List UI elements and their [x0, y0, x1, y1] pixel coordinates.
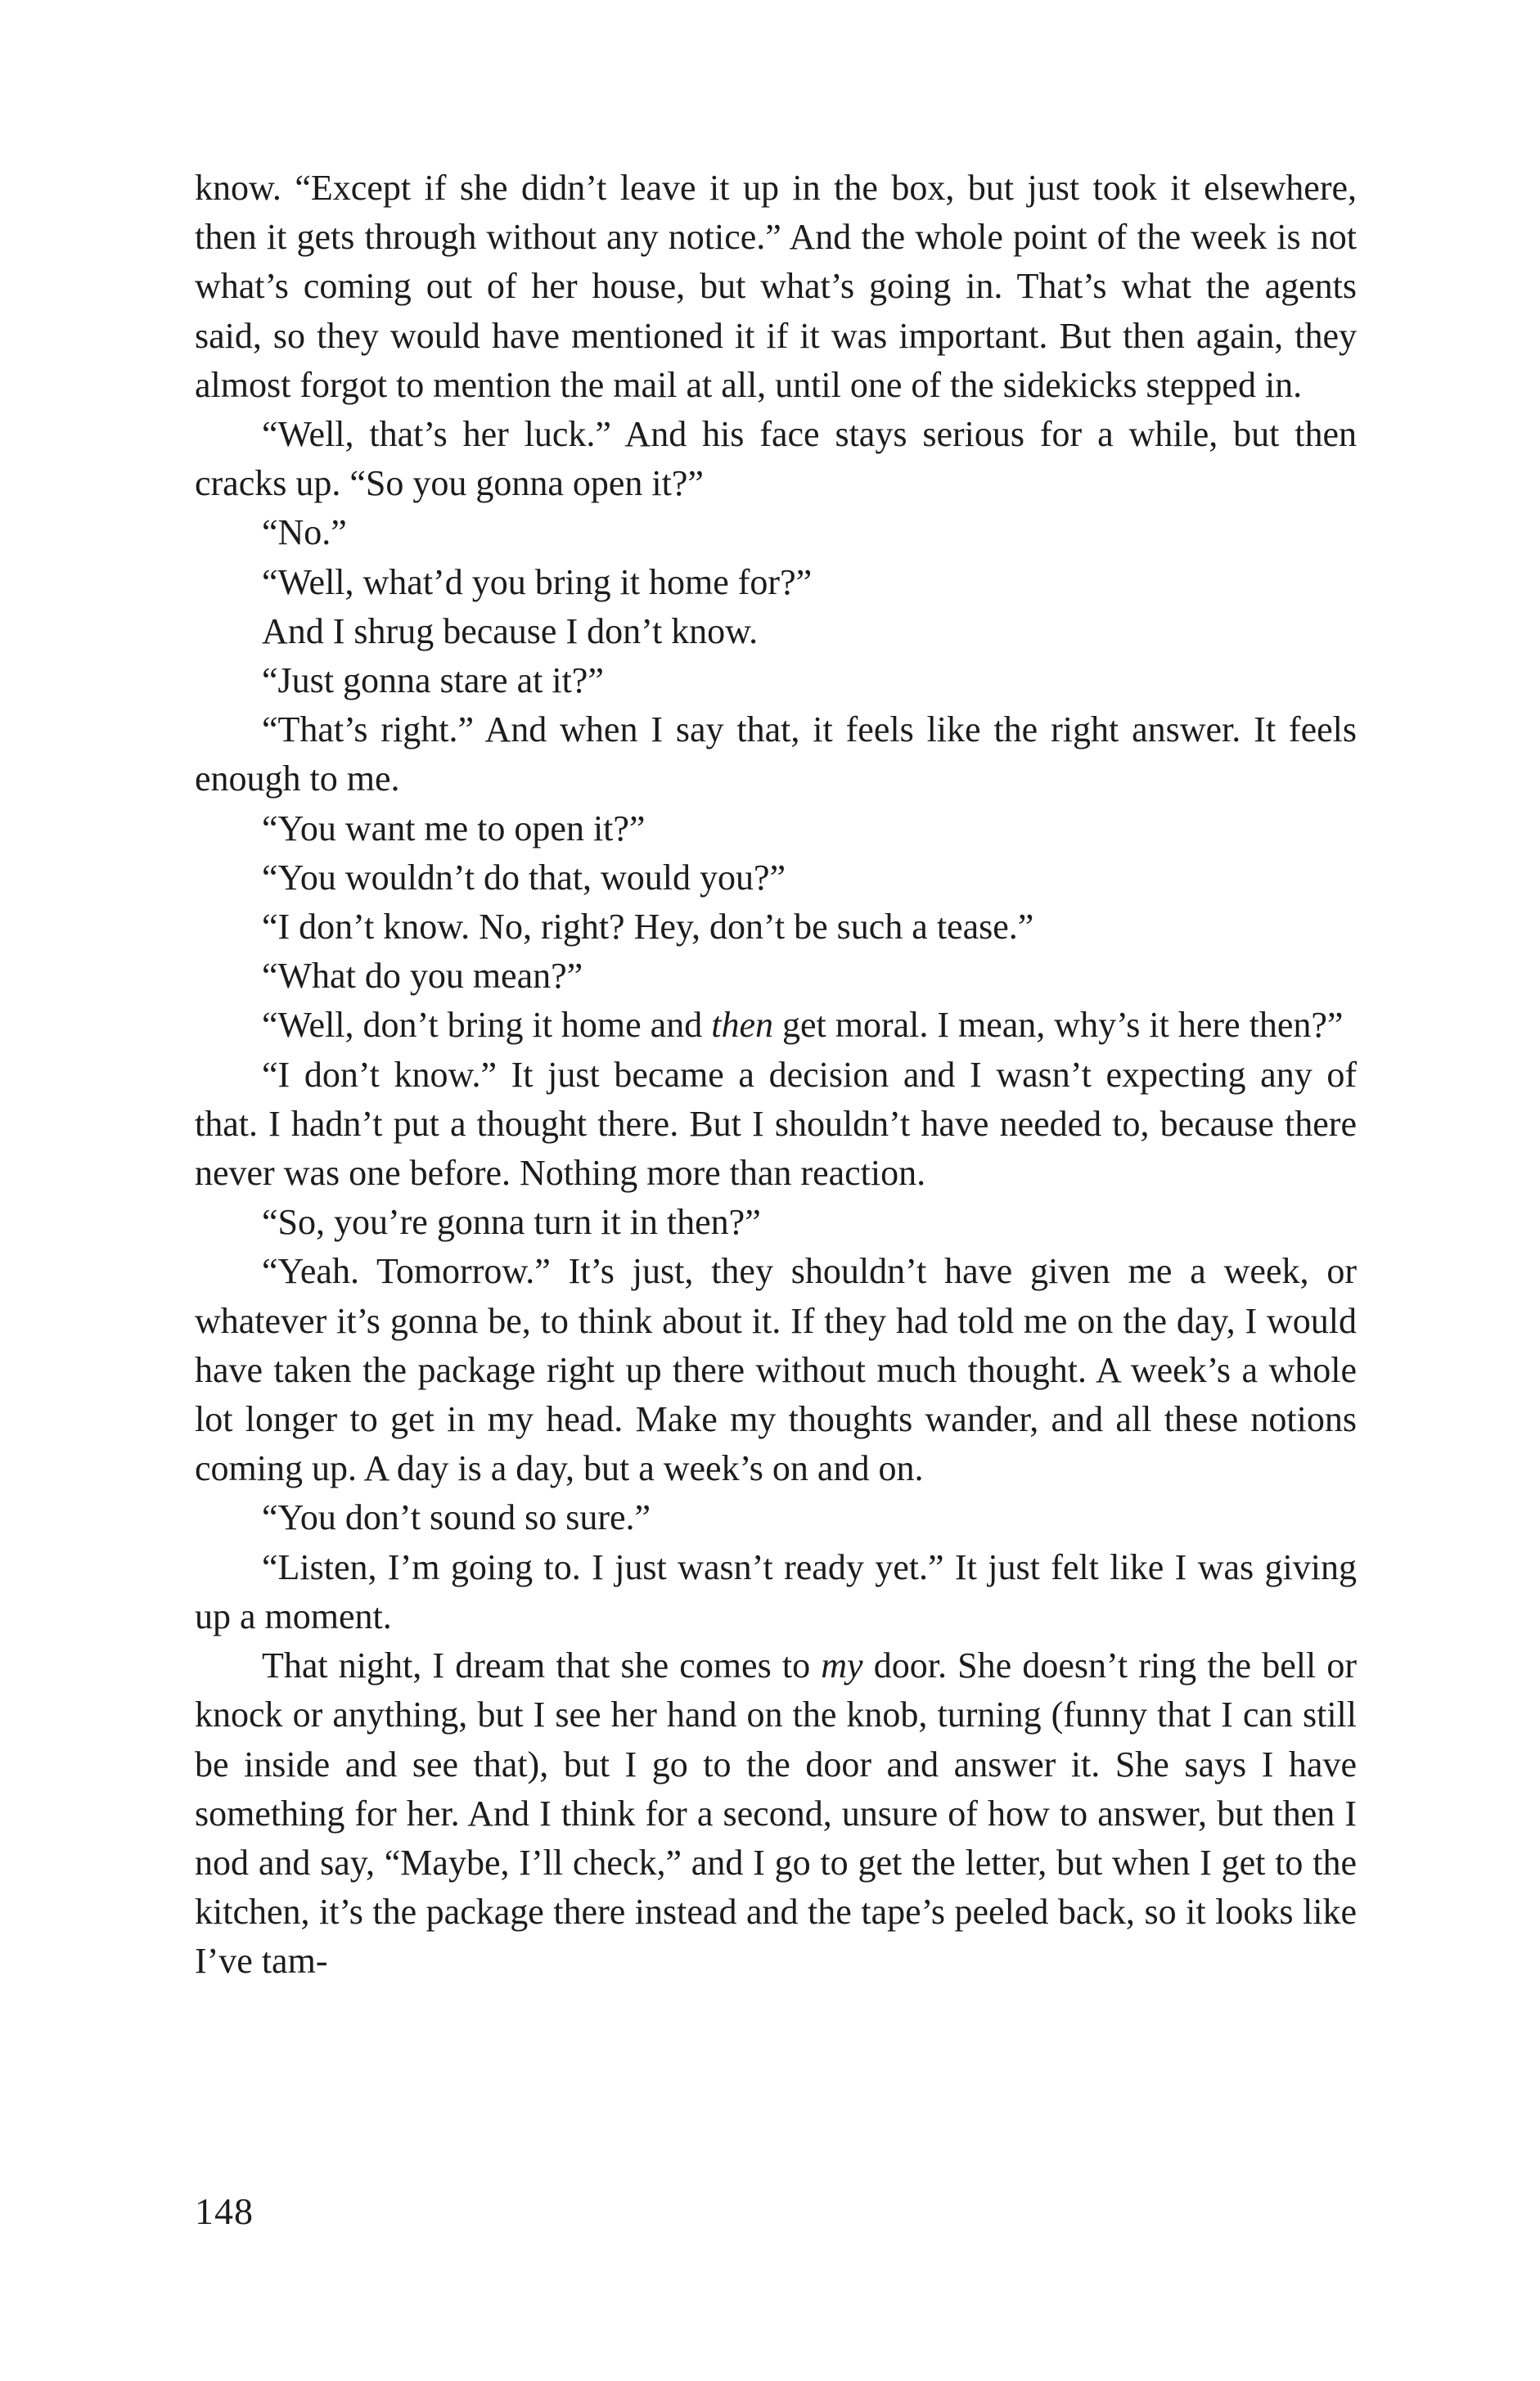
paragraph: “You wouldn’t do that, would you?” [262, 857, 786, 898]
paragraph [195, 1001, 1357, 1050]
paragraph-text: “Well, don’t bring it home and [262, 1005, 712, 1046]
paragraph: know. “Except if she didn’t leave it up in the box, but just took it elsewhere, then it gets through without any notice.” And the whole point of the week is not what’s coming out of her house, but what’s going in. That’s what the agents said, so they would have mentioned it if it was important. But then again, they almost forgot to mention the mail at all, until one of the sidekicks stepped in. [195, 168, 1357, 405]
paragraph: “Just gonna stare at it?” [262, 660, 604, 701]
paragraph: “Well, that’s her luck.” And his face stays serious for a while, but then cracks up. “So you gonna open it?” [195, 414, 1357, 504]
paragraph: And I shrug because I don’t know. [262, 610, 759, 651]
emphasis-text: my [821, 1645, 863, 1686]
paragraph: “Yeah. Tomorrow.” It’s just, they shouldn’t have given me a week, or whatever it’s gonna be, to think about it. If they had told me on the day, I would have taken the package right up there without much thought. A week’s a whole lot longer to get in my head. Make my thoughts wander, and all these notions coming up. A day is a day, but a week’s on and on. [195, 1251, 1357, 1489]
paragraph: “I don’t know. No, right? Hey, don’t be such a tease.” [262, 907, 1034, 947]
paragraph: “I don’t know.” It just became a decision and I wasn’t expecting any of that. I hadn’t put a thought there. But I shouldn’t have needed to, because there never was one before. Nothing more than reaction. [195, 1054, 1357, 1194]
paragraph: “You don’t sound so sure.” [262, 1497, 651, 1538]
paragraph [195, 1641, 1357, 1986]
page-number: 148 [195, 2190, 254, 2232]
emphasis-text: then [711, 1005, 773, 1046]
paragraph: “Well, what’d you bring it home for?” [262, 561, 813, 602]
paragraph-text: door. She doesn’t ring the bell or knock or anything, but I see her hand on the knob, turning (funny that I can still be inside and see that), but I go to the door and answer it. She says I have something for her. And I think for a second, unsure of how to answer, but then I nod and say, “Maybe, I’ll check,” and I go to get the letter, but when I get to the kitchen, it’s the package there instead and the tape’s peeled back, so it looks like I’ve tam- [195, 1645, 1357, 1982]
paragraph: “What do you mean?” [262, 956, 583, 997]
paragraph: “So, you’re gonna turn it in then?” [262, 1202, 761, 1243]
paragraph: “That’s right.” And when I say that, it feels like the right answer. It feels enough to me. [195, 709, 1357, 799]
paragraph-text: get moral. I mean, why’s it here then?” [772, 1005, 1344, 1046]
body-text [195, 164, 1357, 1987]
paragraph: “No.” [262, 512, 347, 553]
paragraph: “You want me to open it?” [262, 808, 646, 848]
paragraph: “Listen, I’m going to. I just wasn’t ready yet.” It just felt like I was giving up a moment. [195, 1546, 1357, 1636]
paragraph-text: That night, I dream that she comes to [262, 1645, 822, 1686]
